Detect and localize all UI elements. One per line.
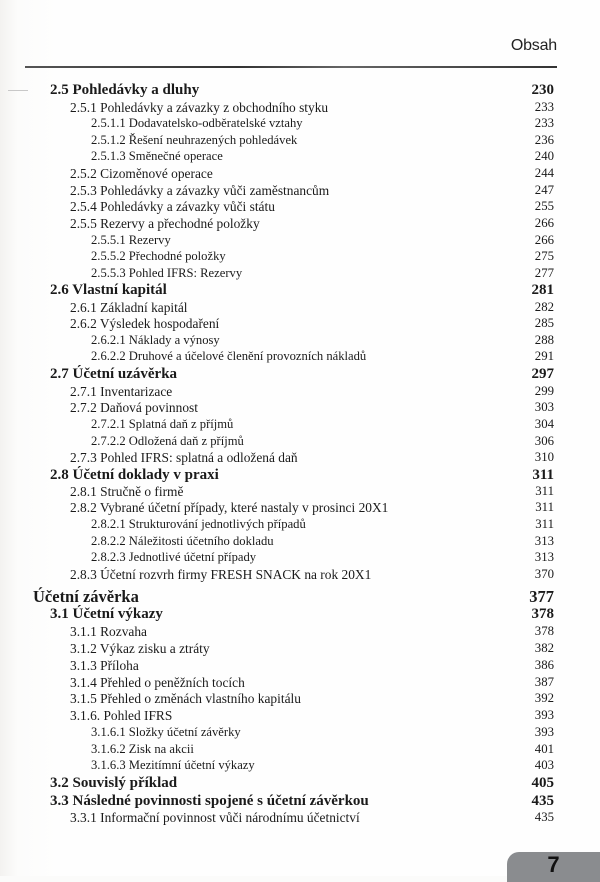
toc-entry-title: 2.7.2.2 Odložená daň z příjmů xyxy=(91,434,244,448)
toc-entry-title: 3.1.6.2 Zisk na akcii xyxy=(91,742,194,756)
toc-entry-title: 2.6 Vlastní kapitál xyxy=(50,282,167,298)
toc-entry-title: 2.5.5 Rezervy a přechodné položky xyxy=(70,216,260,231)
toc-entry-page: 230 xyxy=(531,82,554,98)
toc-entry-page: 401 xyxy=(534,742,554,756)
toc-entry-title: 3.1.5 Přehled o změnách vlastního kapitálu xyxy=(70,691,301,706)
header-rule xyxy=(25,66,557,68)
toc-entry-title: 2.5.4 Pohledávky a závazky vůči státu xyxy=(70,199,275,214)
toc-entry-page: 277 xyxy=(534,266,554,280)
toc-entry-page: 386 xyxy=(534,658,554,672)
toc-entry-page: 266 xyxy=(534,216,554,230)
toc-entry-title: 3.3.1 Informační povinnost vůči národnímu účetnictví xyxy=(70,810,360,825)
toc-entry-title: 2.5.1.2 Řešení neuhrazených pohledávek xyxy=(91,133,298,147)
page-number: 7 xyxy=(547,852,560,877)
toc-entry-page: 233 xyxy=(534,116,554,130)
toc-entry-page: 403 xyxy=(534,758,554,772)
toc-entry-title: 2.8.2.3 Jednotlivé účetní případy xyxy=(91,550,257,564)
toc-entry-page: 378 xyxy=(534,624,554,638)
running-head: Obsah xyxy=(510,37,557,54)
toc-entry-page: 313 xyxy=(534,534,554,548)
toc-entry-page: 387 xyxy=(534,675,554,689)
toc-entry-title: 2.6.2 Výsledek hospodaření xyxy=(70,316,220,331)
toc-entry-title: 3.3 Následné povinnosti spojené s účetní závěrkou xyxy=(50,793,369,809)
toc-entry-title: 2.6.2.2 Druhové a účelové členění provozních nákladů xyxy=(91,349,367,363)
toc-entry-title: 3.1.3 Příloha xyxy=(70,658,139,673)
toc-entry-page: 303 xyxy=(534,400,554,414)
toc-entry-title: 2.7.1 Inventarizace xyxy=(70,384,173,399)
toc-entry-title: 2.5.5.3 Pohled IFRS: Rezervy xyxy=(91,266,243,280)
toc-entry-page: 382 xyxy=(534,641,554,655)
toc-entry-title: 2.8.2 Vybrané účetní případy, které nastaly v prosinci 20X1 xyxy=(70,500,389,515)
toc-entry-page: 310 xyxy=(534,450,554,464)
toc-entry-title: 2.7.3 Pohled IFRS: splatná a odložená daň xyxy=(70,450,298,465)
toc-entry-title: 3.1.6. Pohled IFRS xyxy=(70,708,173,723)
toc-entry-title: 3.1.6.1 Složky účetní závěrky xyxy=(91,725,241,739)
toc-entry-page: 392 xyxy=(534,691,554,705)
toc-entry-title: 2.8.1 Stručně o firmě xyxy=(70,484,184,499)
toc-entry-title: 2.5.1.3 Směnečné operace xyxy=(91,149,223,163)
toc-entry-title: 2.6.1 Základní kapitál xyxy=(70,300,188,315)
toc-entry-page: 297 xyxy=(531,366,554,382)
toc-entry-page: 288 xyxy=(534,333,554,347)
toc-entry-title: 3.1.1 Rozvaha xyxy=(70,624,147,639)
toc-entry-page: 299 xyxy=(534,384,554,398)
toc-entry-title: 3.2 Souvislý příklad xyxy=(50,775,178,791)
toc-entry-title: 2.5.1 Pohledávky a závazky z obchodního styku xyxy=(70,100,329,115)
toc-entry-page: 311 xyxy=(535,500,554,514)
margin-mark xyxy=(8,90,28,91)
toc-entry-title: 2.8.3 Účetní rozvrh firmy FRESH SNACK na rok 20X1 xyxy=(70,567,372,582)
toc-entry-title: 2.8.2.1 Strukturování jednotlivých případů xyxy=(91,517,306,531)
toc-entry-title: 3.1.6.3 Mezitímní účetní výkazy xyxy=(91,758,255,772)
toc-entry-title: 2.8 Účetní doklady v praxi xyxy=(50,467,219,483)
page-number-tab xyxy=(507,852,600,882)
toc-entry-page: 311 xyxy=(535,484,554,498)
toc-entry-title: 2.7.2 Daňová povinnost xyxy=(70,400,198,415)
toc-entry-title: 3.1.4 Přehled o peněžních tocích xyxy=(70,675,245,690)
toc-entry-page: 311 xyxy=(532,467,554,483)
toc-entry-page: 282 xyxy=(534,300,554,314)
toc-entry-title: 2.5 Pohledávky a dluhy xyxy=(50,82,200,98)
toc-entry-title: 2.5.1.1 Dodavatelsko-odběratelské vztahy xyxy=(91,116,303,130)
toc-entry-title: Účetní závěrka xyxy=(33,587,139,606)
toc-entry-page: 435 xyxy=(534,810,554,824)
toc-entry-page: 304 xyxy=(534,417,554,431)
toc-entry-page: 244 xyxy=(534,166,554,180)
toc-entry-page: 313 xyxy=(534,550,554,564)
toc-entry-page: 378 xyxy=(531,606,554,622)
toc-entry-page: 306 xyxy=(534,434,554,448)
toc-entry-page: 285 xyxy=(534,316,554,330)
toc-entry-page: 370 xyxy=(534,567,554,581)
toc-entry-page: 281 xyxy=(531,282,554,298)
toc-entry-page: 233 xyxy=(534,100,554,114)
toc-entry-title: 2.6.2.1 Náklady a výnosy xyxy=(91,333,220,347)
toc-entry-title: 2.5.5.2 Přechodné položky xyxy=(91,249,226,263)
toc-entry-page: 266 xyxy=(534,233,554,247)
toc-entry-page: 393 xyxy=(534,708,554,722)
toc-entry-title: 2.8.2.2 Náležitosti účetního dokladu xyxy=(91,534,274,548)
toc-entry-title: 2.7 Účetní uzávěrka xyxy=(50,366,178,382)
toc-entry-title: 2.5.5.1 Rezervy xyxy=(91,233,171,247)
toc-entry-page: 255 xyxy=(534,199,554,213)
toc-entry-page: 247 xyxy=(534,183,554,197)
toc-entry-title: 3.1 Účetní výkazy xyxy=(50,606,163,622)
toc-entry-page: 275 xyxy=(534,249,554,263)
toc-entry-page: 240 xyxy=(534,149,554,163)
toc-entry-page: 435 xyxy=(531,793,554,809)
toc-entry-title: 2.5.3 Pohledávky a závazky vůči zaměstnancům xyxy=(70,183,330,198)
toc-entry-page: 377 xyxy=(529,587,554,606)
toc-entry-page: 291 xyxy=(534,349,554,363)
toc-entry-title: 3.1.2 Výkaz zisku a ztráty xyxy=(70,641,210,656)
toc-entry-page: 393 xyxy=(534,725,554,739)
toc-entry-page: 311 xyxy=(535,517,554,531)
toc-entry-page: 405 xyxy=(531,775,554,791)
toc-entry-page: 236 xyxy=(534,133,554,147)
toc-entry-title: 2.5.2 Cizoměnové operace xyxy=(70,166,213,181)
toc-entry-title: 2.7.2.1 Splatná daň z příjmů xyxy=(91,417,234,431)
